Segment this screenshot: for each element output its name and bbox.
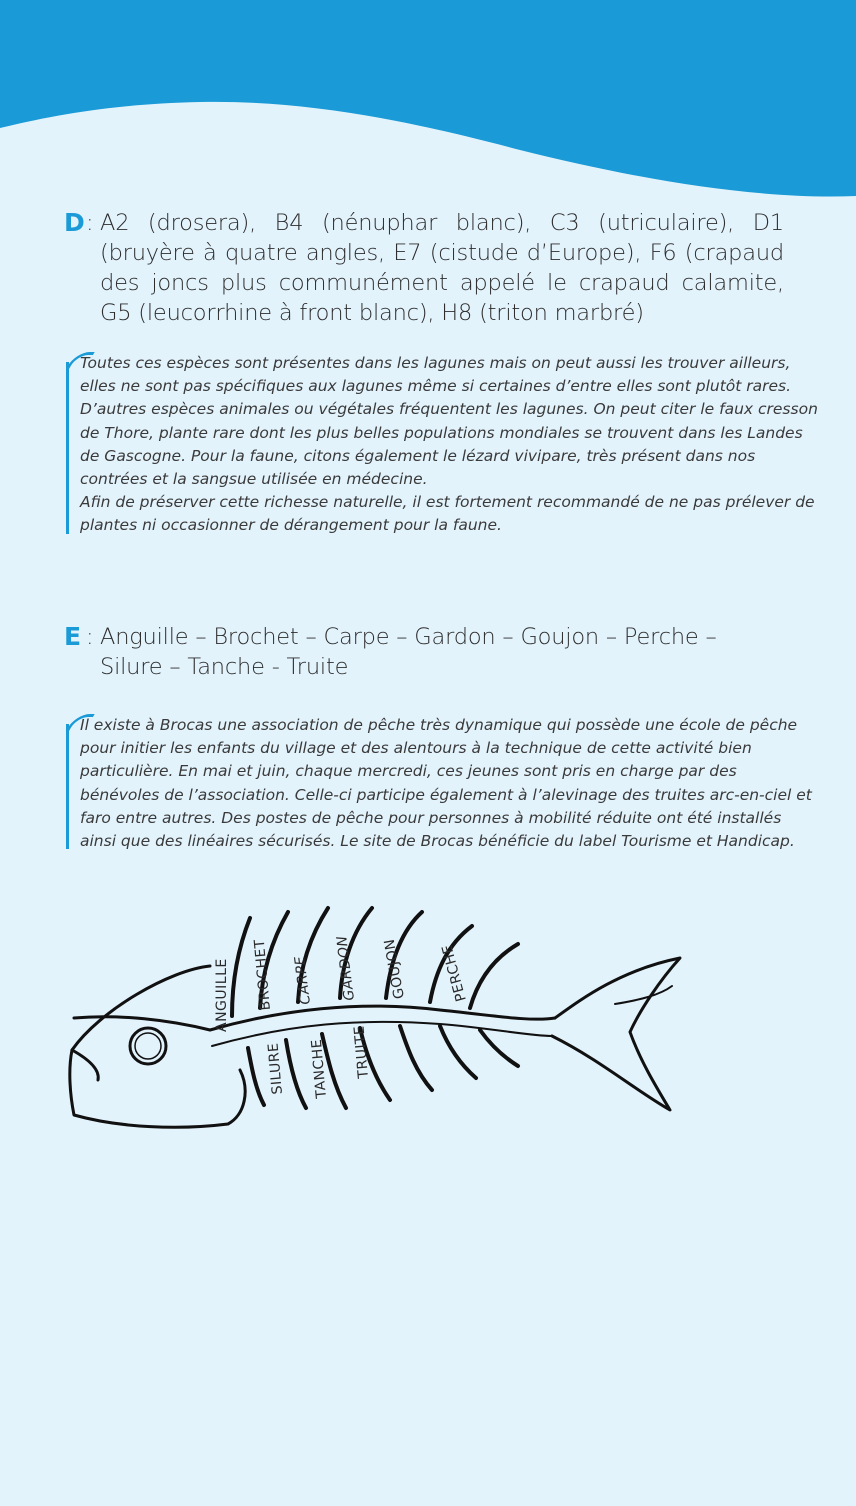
fish-label-brochet: BROCHET	[251, 938, 274, 1012]
note-d	[66, 352, 818, 538]
answer-d	[64, 208, 784, 328]
fish-label-goujon: GOUJON	[381, 937, 408, 1001]
note-d-paragraph-1: Toutes ces espèces sont présentes dans les lagunes mais on peut aussi les trouver ailleurs, elles ne sont pas spécifiques aux lagunes même si certaines d’entre elles sont plutôt rares.	[80, 354, 792, 396]
fish-label-tanche: TANCHE	[308, 1038, 330, 1100]
fish-lower-labels	[266, 1025, 373, 1100]
answer-e-text: Anguille – Brochet – Carpe – Gardon – Goujon – Perche – Silure – Tanche - Truite	[100, 624, 717, 680]
answer-colon: :	[86, 624, 94, 650]
note-bar	[66, 362, 69, 534]
answer-letter-e: E	[64, 622, 81, 651]
note-e-paragraph-1: Il existe à Brocas une association de pêche très dynamique qui possède une école de pêche pour initier les enfants du village et des alentours à la technique de cette activité bien particulière. En mai et juin, chaque mercredi, ces jeunes sont pris en charge par des bénévoles de l’association. Celle-ci participe également à l’alevinage des truites arc-en-ciel et faro entre autres. Des postes de pêche pour personnes à mobilité réduite ont été installés ainsi que des linéaires sécurisés. Le site de Brocas bénéficie du label Tourisme et Handicap.	[80, 716, 812, 851]
answer-d-text: A2 (drosera), B4 (nénuphar blanc), C3 (utriculaire), D1 (bruyère à quatre angles, E7 (cistude d’Europe), F6 (crapaud des joncs plus communément appelé le crapaud calamite, G5 (leucorrhine à front blanc), H8 (triton marbré)	[100, 210, 784, 326]
header-wave	[0, 0, 856, 210]
fish-skeleton-diagram	[60, 900, 700, 1150]
fish-label-gardon: GARDON	[334, 934, 358, 1002]
fish-label-perche: PERCHE	[439, 942, 470, 1004]
fish-label-anguille: ANGUILLE	[214, 958, 230, 1032]
note-d-paragraph-2: D’autres espèces animales ou végétales fréquentent les lagunes. On peut citer le faux cresson de Thore, plante rare dont les plus belles populations mondiales se trouvent dans les Landes de Gascogne. Pour la faune, citons également le lézard vivipare, très présent dans nos contrées et la sangsue utilisée en médecine.	[80, 400, 818, 489]
fish-upper-labels	[214, 935, 470, 1032]
note-e	[66, 714, 818, 853]
answer-letter-d: D	[64, 208, 85, 237]
fish-label-truite: TRUITE	[351, 1024, 372, 1080]
answer-colon: :	[86, 210, 94, 236]
note-d-paragraph-3: Afin de préserver cette richesse naturelle, il est fortement recommandé de ne pas prélever de plantes ni occasionner de dérangement pour la faune.	[80, 493, 815, 535]
fish-label-silure: SILURE	[265, 1041, 286, 1096]
fish-label-carpe: CARPE	[292, 955, 314, 1006]
note-bar	[66, 724, 69, 849]
answer-e	[64, 622, 784, 682]
